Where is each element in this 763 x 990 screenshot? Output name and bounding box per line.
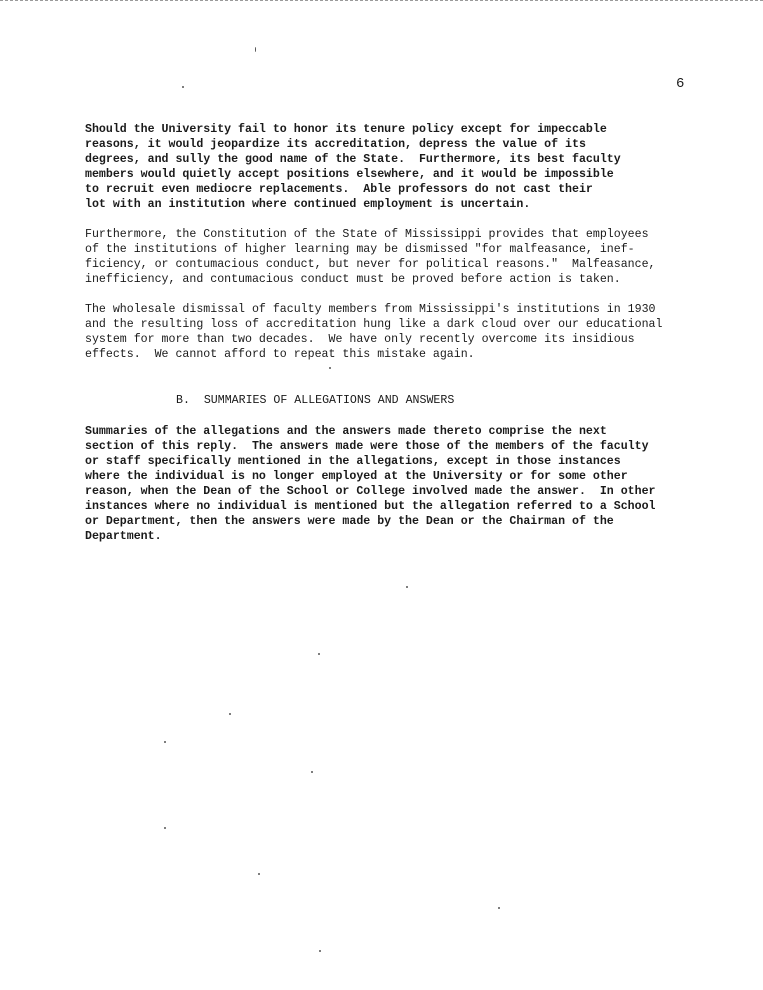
text-line: Summaries of the allegations and the answers made thereto comprise the next xyxy=(85,425,607,438)
scan-speck xyxy=(329,367,331,369)
scan-speck xyxy=(255,47,256,52)
scan-speck xyxy=(406,586,408,588)
scan-speck xyxy=(182,86,184,88)
text-line: instances where no individual is mentioned but the allegation referred to a School xyxy=(85,500,656,513)
text-line: inefficiency, and contumacious conduct must be proved before action is taken. xyxy=(85,273,621,286)
text-line: section of this reply. The answers made were those of the members of the faculty xyxy=(85,440,649,453)
text-line: system for more than two decades. We have only recently overcome its insidious xyxy=(85,333,635,346)
text-line: degrees, and sully the good name of the State. Furthermore, its best faculty xyxy=(85,153,621,166)
scan-speck xyxy=(164,741,166,743)
text-line: effects. We cannot afford to repeat this mistake again. xyxy=(85,348,475,361)
scan-speck xyxy=(318,653,320,655)
page-top-border xyxy=(0,0,763,1)
text-line: The wholesale dismissal of faculty members from Mississippi's institutions in 1930 xyxy=(85,303,656,316)
text-line: Furthermore, the Constitution of the State of Mississippi provides that employees xyxy=(85,228,649,241)
text-line: of the institutions of higher learning may be dismissed "for malfeasance, inef- xyxy=(85,243,635,256)
section-heading: B. SUMMARIES OF ALLEGATIONS AND ANSWERS xyxy=(176,394,455,407)
text-line: where the individual is no longer employed at the University or for some other xyxy=(85,470,628,483)
text-line: Department. xyxy=(85,530,162,543)
scan-speck xyxy=(311,771,313,773)
text-line: lot with an institution where continued employment is uncertain. xyxy=(85,198,531,211)
text-line: to recruit even mediocre replacements. Able professors do not cast their xyxy=(85,183,593,196)
scan-speck xyxy=(229,713,231,715)
page-number: 6 xyxy=(676,76,685,92)
text-line: ficiency, or contumacious conduct, but never for political reasons." Malfeasance, xyxy=(85,258,656,271)
text-line: or Department, then the answers were made by the Dean or the Chairman of the xyxy=(85,515,614,528)
text-line: reasons, it would jeopardize its accreditation, depress the value of its xyxy=(85,138,586,151)
text-line: Should the University fail to honor its tenure policy except for impeccable xyxy=(85,123,607,136)
text-line: and the resulting loss of accreditation hung like a dark cloud over our educational xyxy=(85,318,663,331)
scan-speck xyxy=(498,907,500,909)
scan-speck xyxy=(319,950,321,952)
text-line: reason, when the Dean of the School or College involved made the answer. In other xyxy=(85,485,656,498)
text-line: members would quietly accept positions elsewhere, and it would be impossible xyxy=(85,168,614,181)
scan-speck xyxy=(258,873,260,875)
text-line: or staff specifically mentioned in the allegations, except in those instances xyxy=(85,455,621,468)
scan-speck xyxy=(164,827,166,829)
